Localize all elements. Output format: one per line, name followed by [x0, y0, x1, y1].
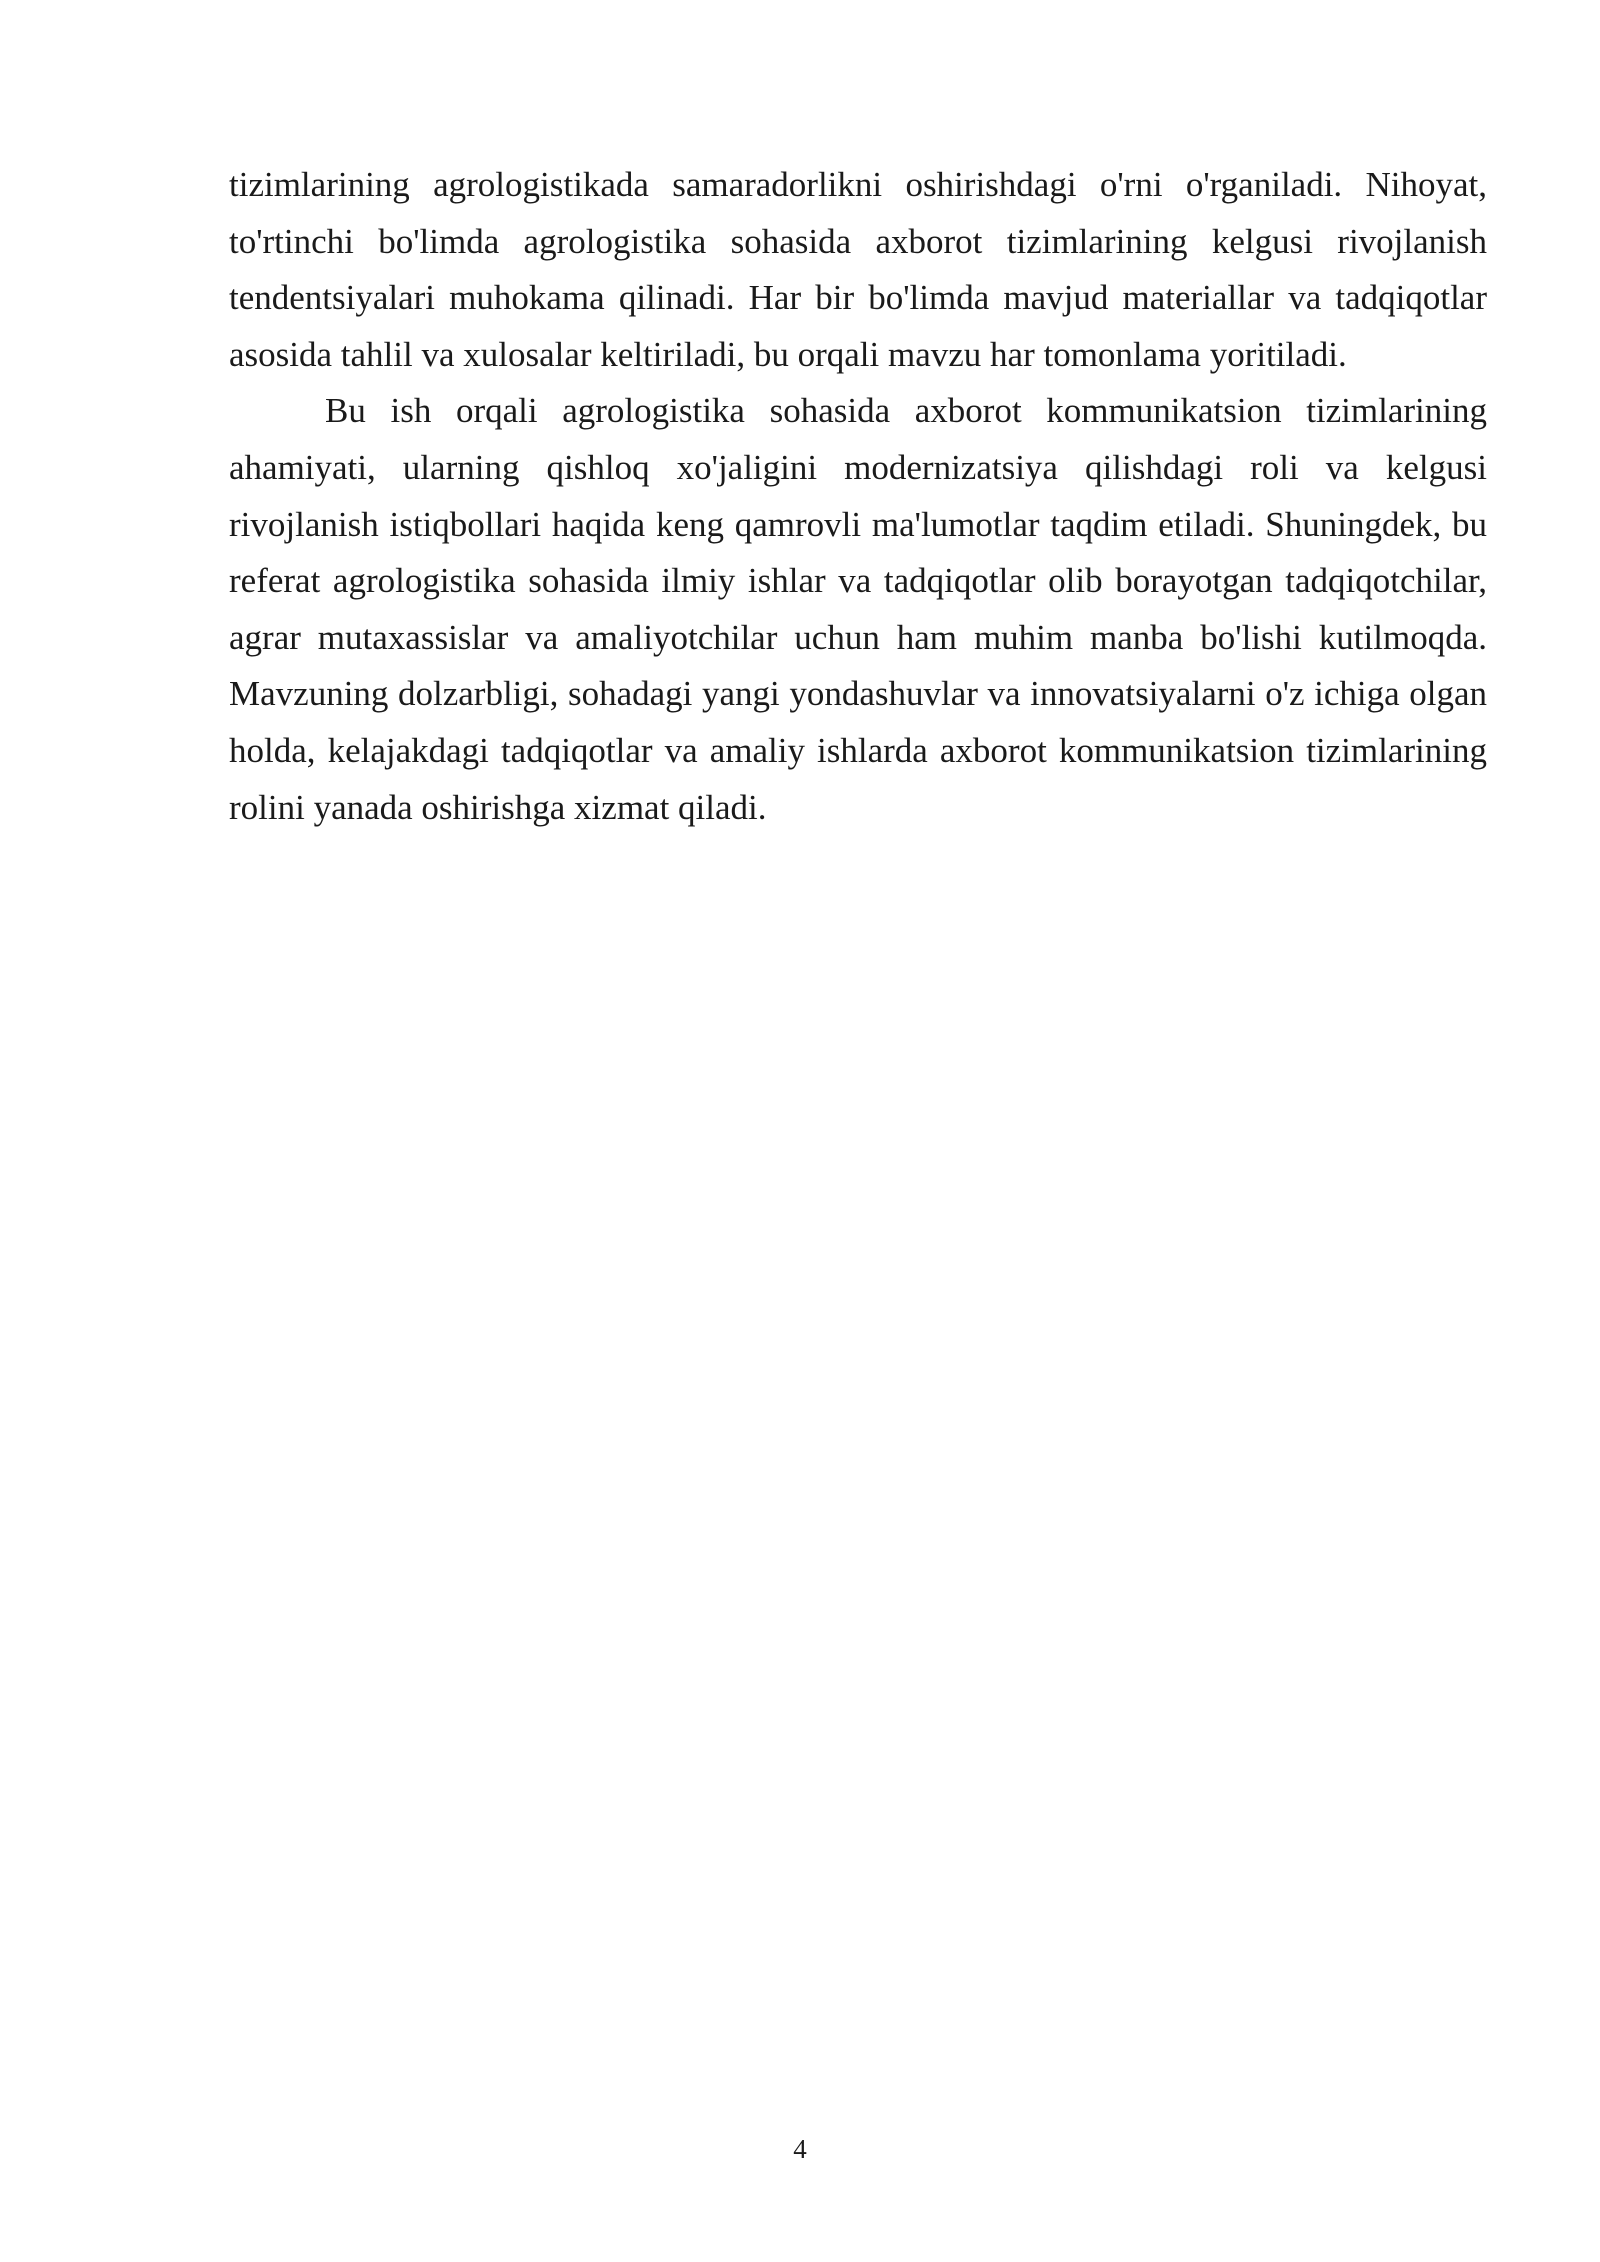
- body-text: [229, 157, 1487, 836]
- paragraph-conclusion: Bu ish orqali agrologistika sohasida axborot kommunikatsion tizimlarining ahamiyati, ularning qishloq xo'jaligini modernizatsiya qilishdagi roli va kelgusi rivojlanish istiqbollari haqida keng qamrovli ma'lumotlar taqdim etiladi. Shuningdek, bu referat agrologistika sohasida ilmiy ishlar va tadqiqotlar olib borayotgan tadqiqotchilar, agrar mutaxassislar va amaliyotchilar uchun ham muhim manba bo'lishi kutilmoqda. Mavzuning dolzarbligi, sohadagi yangi yondashuvlar va innovatsiyalarni o'z ichiga olgan holda, kelajakdagi tadqiqotlar va amaliy ishlarda axborot kommunikatsion tizimlarining rolini yanada oshirishga xizmat qiladi.: [229, 391, 1487, 827]
- paragraph-continuation: tizimlarining agrologistikada samaradorlikni oshirishdagi o'rni o'rganiladi. Nihoyat, to'rtinchi bo'limda agrologistika sohasida axborot tizimlarining kelgusi rivojlanish tendentsiyalari muhokama qilinadi. Har bir bo'limda mavjud materiallar va tadqiqotlar asosida tahlil va xulosalar keltiriladi, bu orqali mavzu har tomonlama yoritiladi.: [229, 165, 1487, 374]
- page-number: 4: [793, 2134, 807, 2164]
